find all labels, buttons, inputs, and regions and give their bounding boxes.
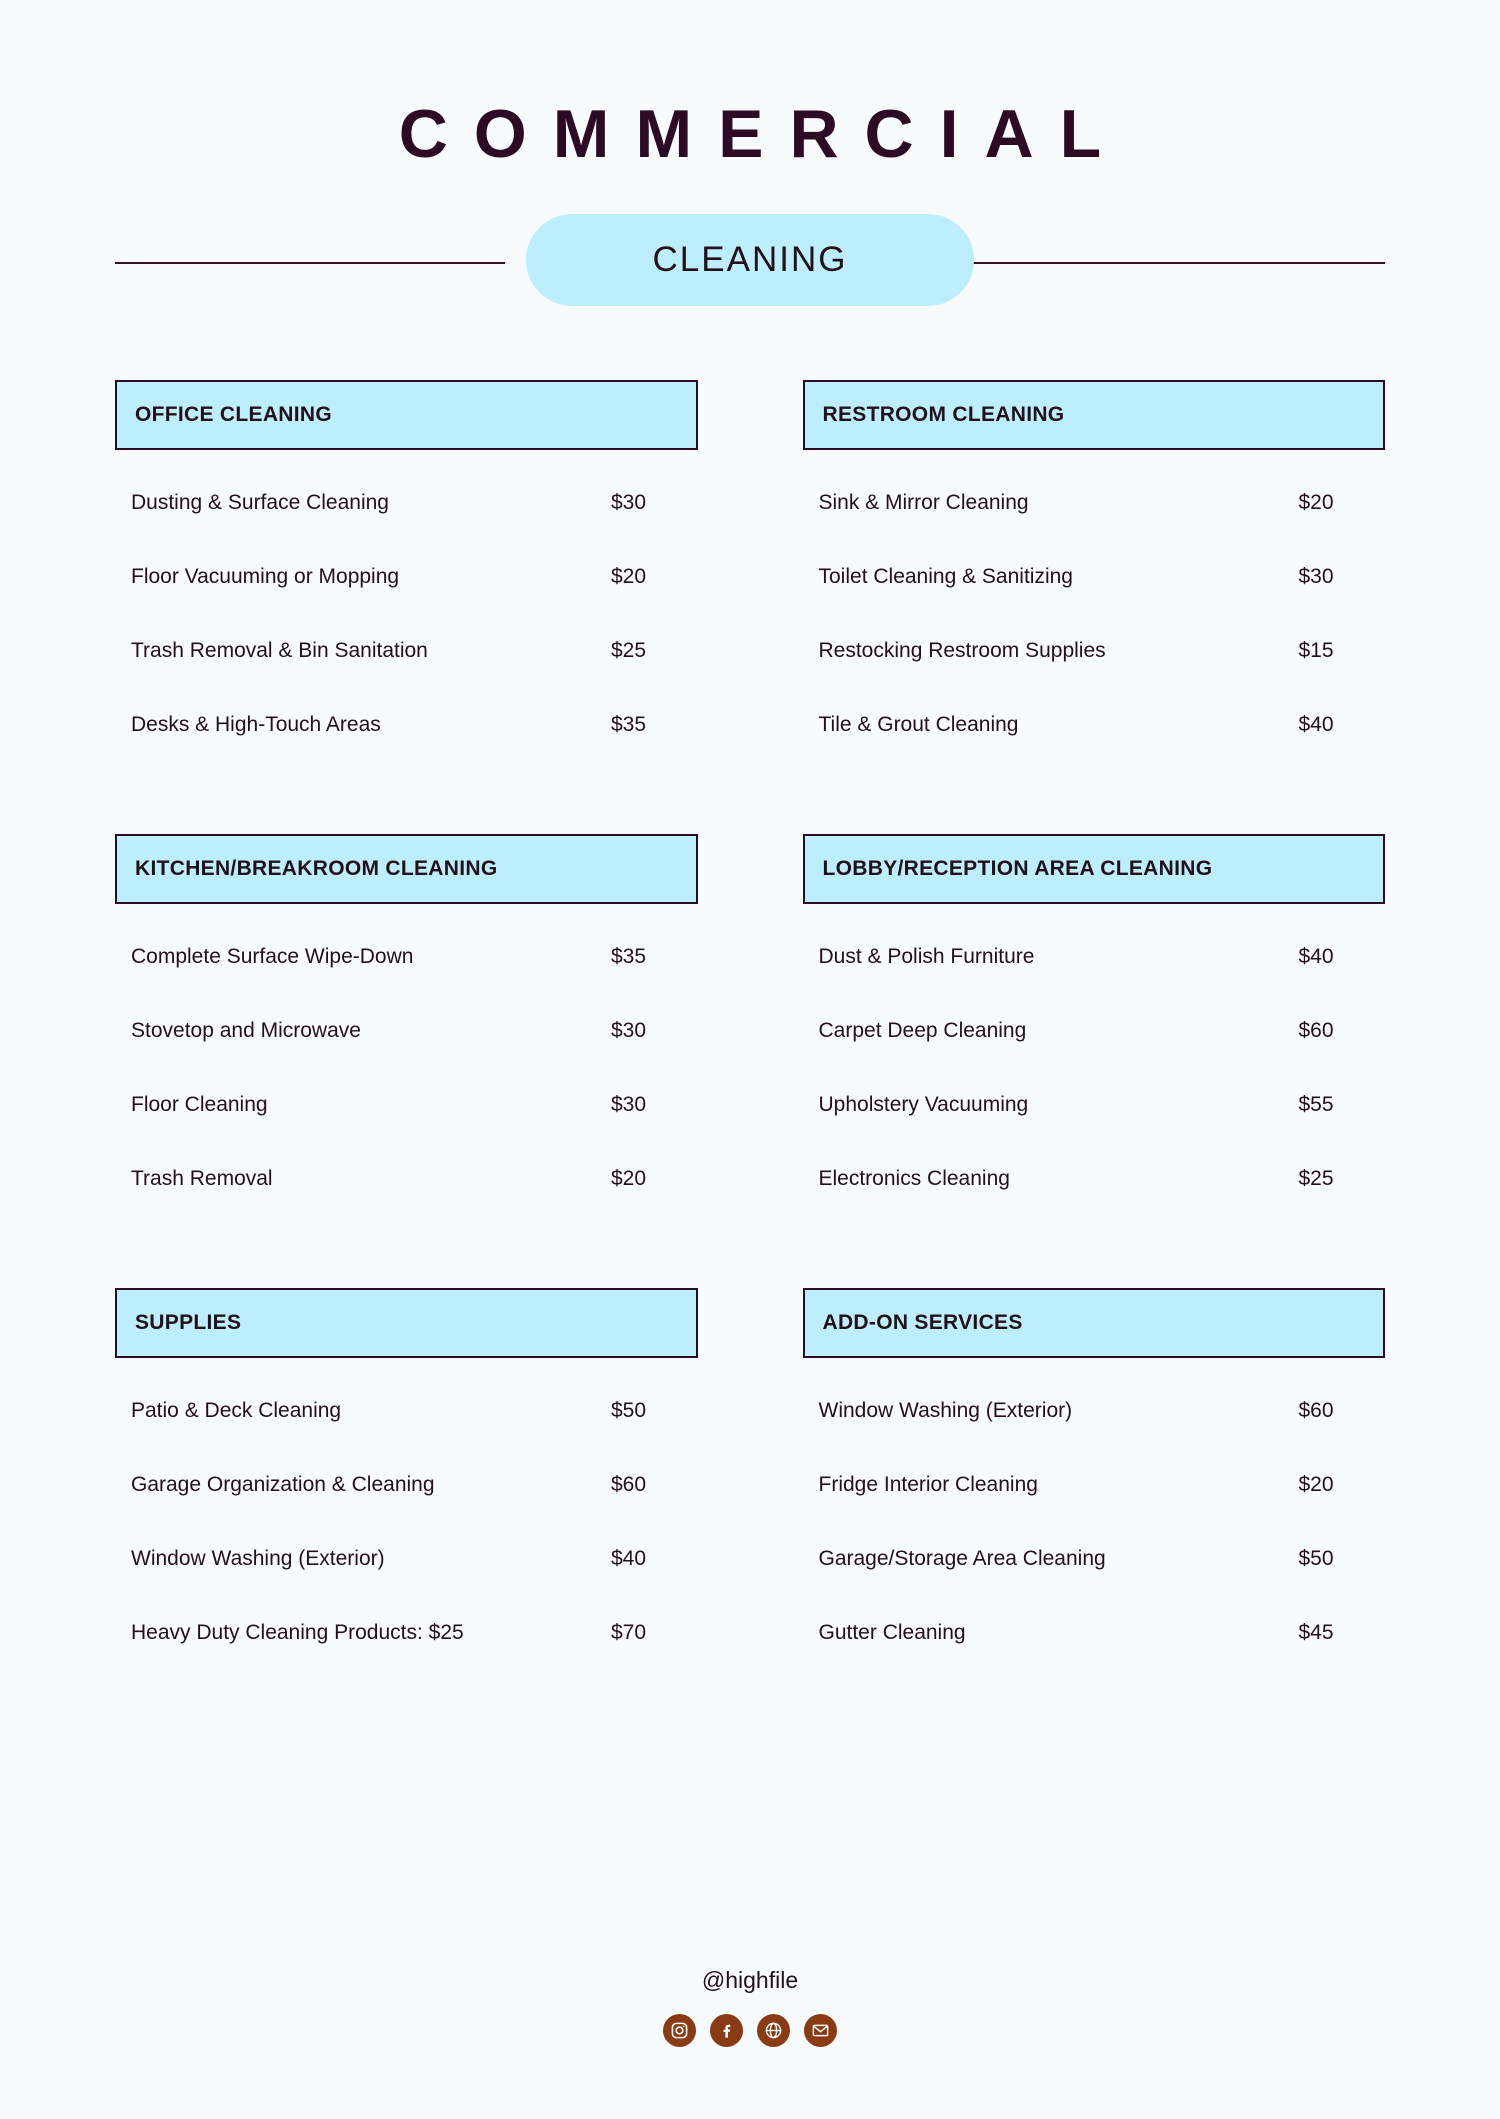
item-name: Sink & Mirror Cleaning — [818, 491, 1029, 514]
item-price: $40 — [1298, 945, 1334, 968]
social-links — [0, 2014, 1500, 2047]
item-price: $20 — [611, 565, 647, 588]
list-item — [803, 994, 1386, 1068]
item-name: Gutter Cleaning — [818, 1621, 966, 1644]
item-price: $25 — [611, 639, 647, 662]
section-header — [803, 380, 1386, 450]
section-items — [115, 1374, 698, 1670]
item-name: Heavy Duty Cleaning Products: $25 — [131, 1621, 464, 1644]
list-item — [803, 920, 1386, 994]
item-name: Complete Surface Wipe-Down — [131, 945, 414, 968]
item-name: Garage Organization & Cleaning — [131, 1473, 435, 1496]
item-name: Patio & Deck Cleaning — [131, 1399, 342, 1422]
item-price: $60 — [1298, 1019, 1334, 1042]
item-price: $35 — [611, 713, 647, 736]
section-header — [115, 834, 698, 904]
item-price: $30 — [1298, 565, 1334, 588]
list-item — [803, 1374, 1386, 1448]
item-price: $40 — [1298, 713, 1334, 736]
section-items — [803, 466, 1386, 762]
item-name: Upholstery Vacuuming — [818, 1093, 1029, 1116]
list-item — [115, 1522, 698, 1596]
list-item — [115, 1448, 698, 1522]
list-item — [803, 1596, 1386, 1670]
section-title: RESTROOM CLEANING — [822, 403, 1065, 426]
poster-footer — [0, 1967, 1500, 2047]
item-price: $35 — [611, 945, 647, 968]
list-item — [803, 688, 1386, 762]
item-name: Window Washing (Exterior) — [818, 1399, 1073, 1422]
section-header — [803, 834, 1386, 904]
item-price: $45 — [1298, 1621, 1334, 1644]
item-name: Carpet Deep Cleaning — [818, 1019, 1027, 1042]
section-kitchen-breakroom-cleaning — [115, 834, 698, 1216]
list-item — [803, 1448, 1386, 1522]
item-name: Floor Vacuuming or Mopping — [131, 565, 400, 588]
section-items — [803, 1374, 1386, 1670]
divider-left — [115, 262, 505, 264]
section-lobby-reception-cleaning — [803, 834, 1386, 1216]
item-name: Tile & Grout Cleaning — [818, 713, 1019, 736]
list-item — [115, 540, 698, 614]
list-item — [803, 1068, 1386, 1142]
list-item — [115, 466, 698, 540]
section-items — [115, 920, 698, 1216]
list-item — [115, 1596, 698, 1670]
section-items — [115, 466, 698, 762]
section-header — [115, 1288, 698, 1358]
item-name: Floor Cleaning — [131, 1093, 268, 1116]
services-grid — [0, 380, 1500, 1670]
poster-header — [0, 0, 1500, 172]
section-title: KITCHEN/BREAKROOM CLEANING — [135, 857, 498, 880]
item-name: Window Washing (Exterior) — [131, 1547, 385, 1570]
item-name: Trash Removal — [131, 1167, 273, 1190]
section-title: OFFICE CLEANING — [135, 403, 332, 426]
item-price: $40 — [611, 1547, 647, 1570]
list-item — [115, 1068, 698, 1142]
list-item — [803, 614, 1386, 688]
item-name: Stovetop and Microwave — [131, 1019, 361, 1042]
divider-right — [940, 262, 1385, 264]
section-restroom-cleaning — [803, 380, 1386, 762]
item-name: Fridge Interior Cleaning — [818, 1473, 1038, 1496]
item-name: Garage/Storage Area Cleaning — [818, 1547, 1106, 1570]
item-price: $60 — [1298, 1399, 1334, 1422]
item-name: Dust & Polish Furniture — [818, 945, 1035, 968]
list-item — [115, 920, 698, 994]
item-price: $30 — [611, 1019, 647, 1042]
subtitle-pill — [526, 214, 974, 306]
item-price: $20 — [1298, 1473, 1334, 1496]
list-item — [115, 1142, 698, 1216]
item-price: $55 — [1298, 1093, 1334, 1116]
item-name: Trash Removal & Bin Sanitation — [131, 639, 428, 662]
section-items — [803, 920, 1386, 1216]
item-price: $70 — [611, 1621, 647, 1644]
facebook-icon[interactable] — [710, 2014, 743, 2047]
social-handle: @highfile — [701, 1967, 799, 1993]
item-name: Desks & High-Touch Areas — [131, 713, 381, 736]
list-item — [803, 466, 1386, 540]
section-title: LOBBY/RECEPTION AREA CLEANING — [822, 857, 1213, 880]
subtitle-row — [0, 214, 1500, 310]
item-name: Restocking Restroom Supplies — [818, 639, 1106, 662]
section-office-cleaning — [115, 380, 698, 762]
section-header — [115, 380, 698, 450]
item-name: Toilet Cleaning & Sanitizing — [818, 565, 1073, 588]
item-name: Dusting & Surface Cleaning — [131, 491, 389, 514]
list-item — [803, 1142, 1386, 1216]
item-price: $30 — [611, 491, 647, 514]
instagram-icon[interactable] — [663, 2014, 696, 2047]
list-item — [115, 688, 698, 762]
list-item — [803, 1522, 1386, 1596]
list-item — [115, 994, 698, 1068]
list-item — [115, 1374, 698, 1448]
globe-icon[interactable] — [757, 2014, 790, 2047]
item-name: Electronics Cleaning — [818, 1167, 1010, 1190]
item-price: $20 — [1298, 491, 1334, 514]
item-price: $30 — [611, 1093, 647, 1116]
section-supplies — [115, 1288, 698, 1670]
item-price: $15 — [1298, 639, 1334, 662]
section-title: SUPPLIES — [135, 1311, 242, 1334]
section-header — [803, 1288, 1386, 1358]
section-title: ADD-ON SERVICES — [822, 1311, 1023, 1334]
item-price: $25 — [1298, 1167, 1334, 1190]
list-item — [803, 540, 1386, 614]
page-title: COMMERCIAL — [398, 96, 1128, 172]
email-icon[interactable] — [804, 2014, 837, 2047]
subtitle-text: CLEANING — [652, 240, 848, 279]
item-price: $20 — [611, 1167, 647, 1190]
list-item — [115, 614, 698, 688]
item-price: $60 — [611, 1473, 647, 1496]
item-price: $50 — [1298, 1547, 1334, 1570]
section-add-on-services — [803, 1288, 1386, 1670]
item-price: $50 — [611, 1399, 647, 1422]
